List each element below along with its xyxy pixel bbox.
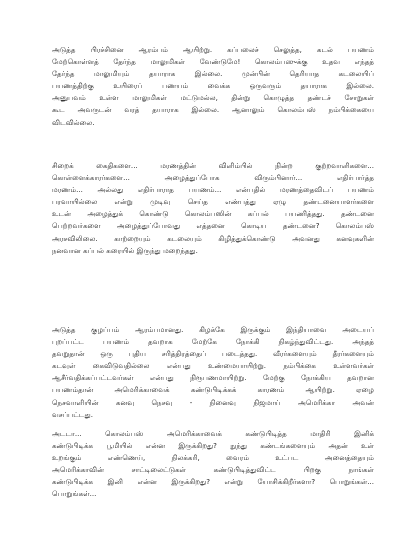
text-line: வசப்பட்டது. — [52, 409, 93, 419]
text-line: தவறுதான் ஒரு புதிய சரித்திரத்தைப் படைத்தது. வீரர்களையும் தீரர்களையும் — [52, 349, 374, 359]
text-line: மரணம்... அல்லது எதிர்பாராத பயணம்... என்பதில் மரணத்தைவிடப் பயணம் — [52, 185, 374, 195]
paragraph-4 — [52, 428, 374, 501]
text-line: கண்டுபிடிக்க இனி என்ன இருக்கிறது? என்று யோசிக்கிறீர்களா? பொறுங்கள்... — [52, 477, 374, 487]
text-line: கண்டுபிடிக்க பூமியில் என்ன இருக்கிறது? நுந்து கண்டங்களையும் அதன் உள் — [52, 441, 374, 451]
text-line: விடவில்லை. — [52, 117, 95, 127]
paragraph-2 — [52, 160, 374, 257]
text-line: பரவாயில்லை என்று முடிவு செய்த எண்பத்து ஏழு தண்டனையாளர்களை — [52, 197, 374, 207]
text-line: கொள்ளைக்காரர்களை... அழைத்துப்போக விரும்பினார்... எதிர்பார்த்த — [52, 173, 374, 183]
text-line: அமெரிக்காவின் சாட்டிலைட்டுகள் கண்டுபிடித்துவிட்ட பிறகு நாங்கள் — [52, 465, 374, 475]
text-line: பயணம்தான் அமெரிக்காவைக் கண்டுபிடிக்கக் காரணம் ஆயிற்று. ஏழை — [52, 385, 374, 395]
text-line: பெற்றவர்களை அழைத்துப்போவது எத்தனை கொடிய தண்டனை? கொலம்பஸ் — [52, 221, 374, 231]
text-line: உறங்கும் எண்ணெய், நிலக்கரி, வைரம் உட்பட அனைத்தையும் — [52, 453, 374, 463]
text-line: சிறைக் கைதிகளை... மரணத்தின் விளிம்பில் நின்ற குற்றவாளிகளை... — [52, 161, 374, 170]
text-line: அனுபவம் உள்ள மாலுமிகள் மட்டுமல்ல, தின்று கொழுத்த தண்டச் சோறுகள் — [52, 93, 374, 103]
text-line: கூட அவருடன் வரத் தயாராக இல்லை. ஆனாலும் கொலம்பஸ் நம்பிக்கையை — [52, 105, 374, 115]
text-line: நெசவாளியின் கனவு நெசவு - நினைவு நிஜமாய் அமெரிக்கா அவன் — [52, 397, 374, 407]
text-line: அடடா... கொலம்பஸ் அமெரிக்காவைக் கண்டுபிடித்த மாதிரி இனிக் — [52, 429, 374, 438]
text-line: பயணத்திற்கு உயிரைப் பணயம் வைக்க ஒருவரும் தயாராக இல்லை. — [52, 81, 374, 91]
text-line: மேற்கொள்ளத் தேர்ந்த மாலுமிகள் வேண்டுமே! கொலம்பஸுக்கு உதவ எந்தத் — [52, 57, 374, 67]
text-line: அடுத்த குழப்பம் ஆரம்பமானது. கிழக்கே இருக்கும் இந்தியாவை அடையப் — [52, 325, 374, 334]
paragraph-1 — [52, 44, 374, 129]
text-line: கடவுள் கைவிடுவதில்லை என்பது உண்மையாயிற்று. நம்பிக்கை உள்ளவர்கள் — [52, 361, 374, 371]
text-line: நனவான கப்பல் கரையில் இருந்து மறைந்தது. — [52, 245, 198, 255]
text-line: அரசவிலிலை. காற்றையும் கடலையும் கிழித்துக்கொண்டு அவனது கனவுகளின் — [52, 233, 374, 243]
text-line: உடன் அழைத்துக் கொண்டு கொலம்பஸின் கப்பல் பயணித்தது. தண்டனை — [52, 209, 374, 219]
paragraph-3 — [52, 324, 374, 421]
text-line: ஆசீர்வதிக்கப்பட்டவர்கள் என்பது நிரூபணமாயிற்று. மேற்கு நோக்கிய தவறான — [52, 373, 374, 383]
text-line: பொறுங்கள்... — [52, 489, 97, 499]
text-line: தேர்ந்த மாலுமியும் தயாராக இல்லை. முன்பின் தெரியாத கடலையிப் — [52, 69, 374, 79]
text-line: புறப்பட்ட பயணம் தவறாக மேற்கே நோக்கி நிகழ்ந்துவிட்டது. அந்தத் — [52, 337, 374, 347]
text-line: அடுத்த பிரச்சினை ஆரம்பம் ஆயிற்று. கப்பலைச் செலுத்த, கடல் பயணம் — [52, 45, 374, 54]
